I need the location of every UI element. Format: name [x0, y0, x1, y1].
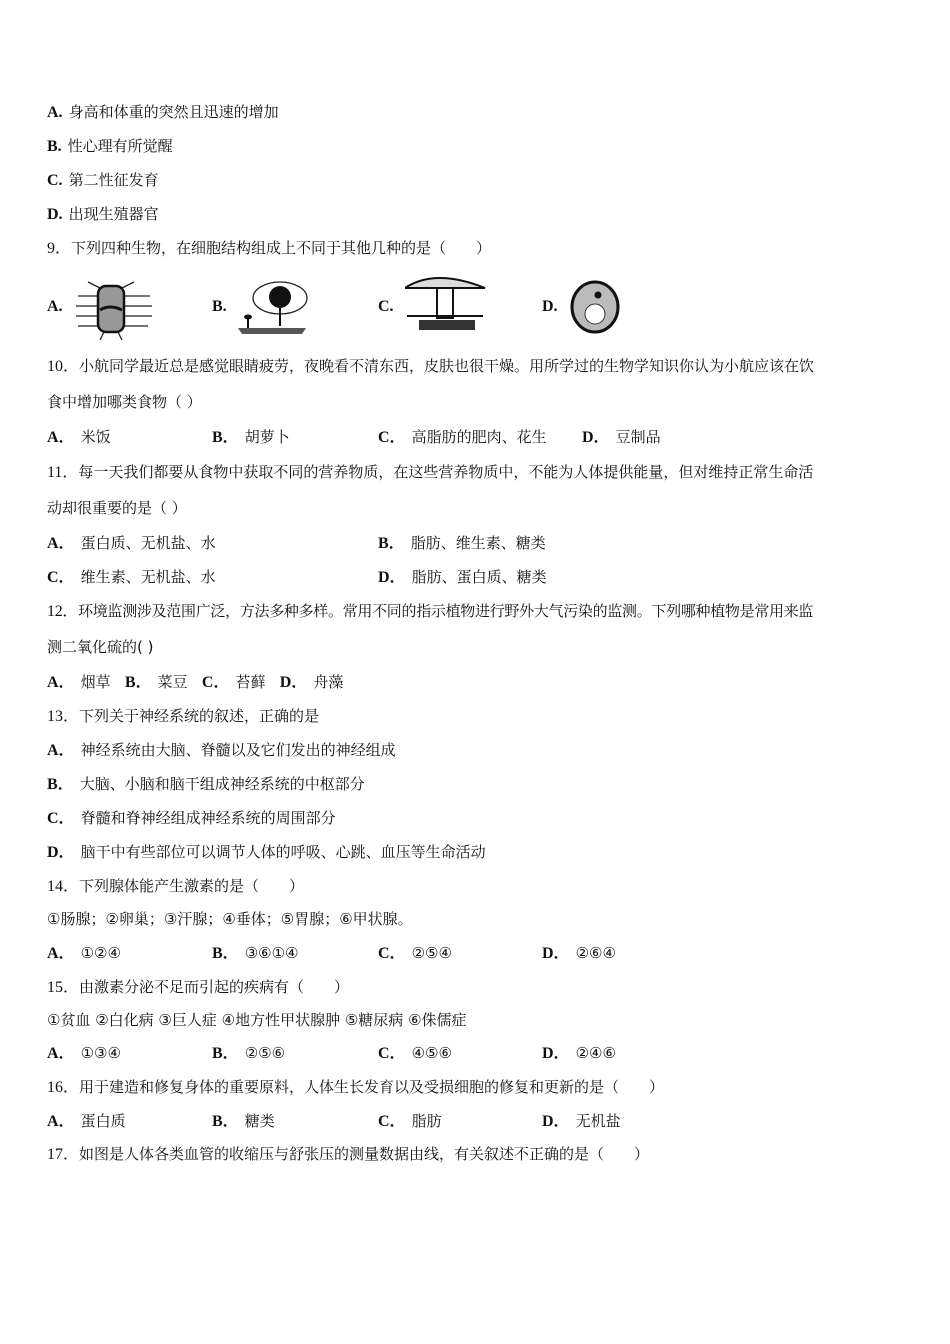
q14-items: ①肠腺；②卵巢；③汗腺；④垂体；⑤胃腺；⑥甲状腺。	[47, 910, 413, 928]
q15-option-a: A． ①③④	[47, 1044, 121, 1062]
q16-option-c: C． 脂肪	[378, 1112, 442, 1130]
mushroom-icon	[405, 272, 487, 334]
q9-stem: 9．下列四种生物，在细胞结构组成上不同于其他几种的是（ ）	[47, 239, 492, 257]
q15-items: ①贫血 ②白化病 ③巨人症 ④地方性甲状腺肿 ⑤糖尿病 ⑥侏儒症	[47, 1011, 467, 1029]
q12-stem: 12．环境监测涉及范围广泛，方法多种多样。常用不同的指示植物进行野外大气污染的监测。下列哪种植物是常用来监	[47, 602, 814, 620]
q10-option-d: D． 豆制品	[582, 428, 661, 446]
q15-option-b: B． ②⑤⑥	[212, 1044, 286, 1062]
q17-stem: 17．如图是人体各类血管的收缩压与舒张压的测量数据由线，有关叙述不正确的是（ ）	[47, 1145, 650, 1163]
q12-stem-cont: 测二氧化硫的( )	[47, 638, 154, 656]
q9-option-c: C.	[378, 298, 394, 315]
q15-option-c: C． ④⑤⑥	[378, 1044, 452, 1062]
q15-stem: 15．由激素分泌不足而引起的疾病有（ ）	[47, 978, 350, 996]
q12-options: A． 烟草 B． 菜豆 C． 苔藓 D． 舟藻	[47, 673, 344, 691]
mold-icon	[236, 280, 311, 335]
q13-option-d: D． 脑干中有些部位可以调节人体的呼吸、心跳、血压等生命活动	[47, 843, 486, 861]
q8-option-d: D. 出现生殖器官	[47, 205, 159, 223]
q15-option-d: D． ②④⑥	[542, 1044, 616, 1062]
q8-option-b: B. 性心理有所觉醒	[47, 137, 173, 155]
q9-option-d: D.	[542, 298, 558, 315]
q9-option-a: A.	[47, 298, 63, 315]
q13-option-a: A． 神经系统由大脑、脊髓以及它们发出的神经组成	[47, 741, 396, 759]
q11-stem: 11．每一天我们都要从食物中获取不同的营养物质，在这些营养物质中，不能为人体提供能量，但对维持正常生命活	[47, 463, 814, 481]
q14-option-d: D． ②⑥④	[542, 944, 616, 962]
q14-option-c: C． ②⑤④	[378, 944, 452, 962]
q9-option-b: B.	[212, 298, 227, 315]
q13-stem: 13．下列关于神经系统的叙述，正确的是	[47, 707, 320, 725]
q11-option-b: B． 脂肪、维生素、糖类	[378, 534, 546, 552]
q13-option-c: C． 脊髓和脊神经组成神经系统的周围部分	[47, 809, 336, 827]
q11-option-a: A． 蛋白质、无机盐、水	[47, 534, 216, 552]
q10-stem-cont: 食中增加哪类食物（ ）	[47, 393, 202, 411]
q11-option-d: D． 脂肪、蛋白质、糖类	[378, 568, 547, 586]
yeast-cell-icon	[568, 280, 623, 335]
q16-option-d: D． 无机盐	[542, 1112, 621, 1130]
q8-option-c: C. 第二性征发育	[47, 171, 159, 189]
q16-option-a: A． 蛋白质	[47, 1112, 126, 1130]
q14-option-b: B． ③⑥①④	[212, 944, 299, 962]
q10-option-b: B． 胡萝卜	[212, 428, 290, 446]
q14-option-a: A． ①②④	[47, 944, 121, 962]
q16-stem: 16．用于建造和修复身体的重要原料，人体生长发育以及受损细胞的修复和更新的是（ ）	[47, 1078, 665, 1096]
q10-option-a: A． 米饭	[47, 428, 111, 446]
q13-option-b: B． 大脑、小脑和脑干组成神经系统的中枢部分	[47, 775, 365, 793]
q14-stem: 14．下列腺体能产生激素的是（ ）	[47, 877, 305, 895]
q10-option-c: C． 高脂肪的肥肉、花生	[378, 428, 547, 446]
q10-stem: 10．小航同学最近总是感觉眼睛疲劳，夜晚看不清东西，皮肤也很干燥。用所学过的生物学知识你认为小航应该在饮	[47, 357, 815, 375]
q8-option-a: A. 身高和体重的突然且迅速的增加	[47, 103, 279, 121]
q11-option-c: C． 维生素、无机盐、水	[47, 568, 216, 586]
q16-option-b: B． 糖类	[212, 1112, 275, 1130]
bacterium-icon	[74, 280, 154, 340]
q11-stem-cont: 动却很重要的是（ ）	[47, 499, 187, 517]
